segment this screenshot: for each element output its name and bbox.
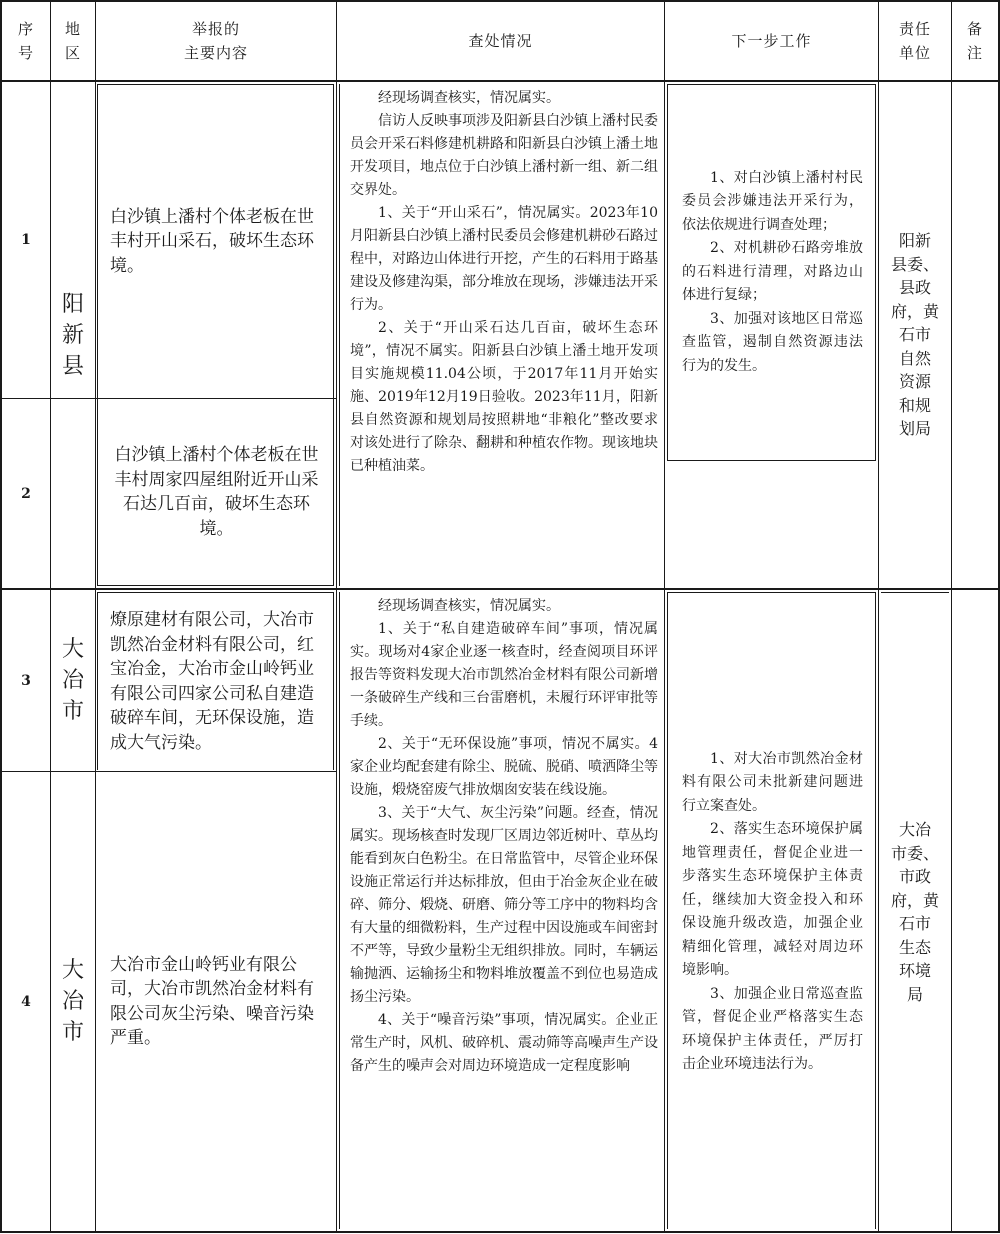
col-rule-4 [664, 0, 665, 1233]
group2-next-steps [668, 593, 875, 1231]
row2-seq: 2 [21, 485, 31, 502]
row2-complaint: 白沙镇上潘村个体老板在世丰村周家四屋组附近开山采石达几百亩，破坏生态环境。 [114, 445, 319, 539]
row4-seq: 4 [21, 993, 31, 1010]
situation-paragraph: 2、关于“开山采石达几百亩，破坏生态环境”，情况不属实。阳新县白沙镇上潘土地开发项目实施规模11.04公顷，于2017年11月开始实施、2019年12月19日验收。2023年11月，阳新县自然资源和规划局按照耕地“非粮化”整改要求对该处进行了除杂、翻耕和种植农作物。现该地块已种植油菜。 [350, 320, 658, 474]
table-border-bottom [0, 1231, 1000, 1233]
group2-responsible: 大冶 市委、 市政 府，黄 石市 生态 环境 局 [890, 820, 939, 1004]
header-responsible: 责任 单位 [898, 20, 931, 62]
next-step-item: 2、落实生态环境保护属地管理责任，督促企业进一步落实生态环境保护主体责任，继续加大资金投入和环保设施升级改造，加强企业精细化管理，减轻对周边环境影响。 [682, 821, 863, 978]
header-situation: 查处情况 [468, 32, 533, 50]
situation-paragraph: 4、关于“噪音污染”事项，情况属实。企业正常生产时，风机、破碎机、震动筛等高噪声生产设备产生的噪声会对周边环境造成一定程度影响 [350, 1012, 658, 1074]
col-rule-2 [95, 0, 96, 1233]
situation-paragraph: 经现场调查核实，情况属实。 [378, 598, 560, 614]
row3-region: 大 冶 市 [61, 637, 84, 724]
g1-complaint-box-bottom [97, 585, 334, 586]
g2-complaint-box-right [333, 592, 334, 770]
next-step-item: 2、对机耕砂石路旁堆放的石料进行清理，对路边山体进行复绿； [682, 240, 863, 304]
group1-next-steps [668, 85, 875, 460]
situation-paragraph: 经现场调查核实，情况属实。 [378, 90, 560, 106]
next-step-item: 3、加强对该地区日常巡查监管，遏制自然资源违法行为的发生。 [682, 310, 863, 374]
g2-next-box-right [875, 592, 876, 1229]
header-remarks: 备 注 [966, 20, 983, 62]
group1-region: 阳 新 县 [61, 291, 84, 379]
next-step-item: 1、对白沙镇上潘村村民委员会涉嫌违法开采行为，依法依规进行调查处理； [682, 169, 863, 233]
row3-complaint: 燎原建材有限公司，大冶市凯然冶金材料有限公司，红宝冶金，大冶市金山岭钙业有限公司四家公司私自建造破碎车间，无环保设施，造成大气污染。 [110, 610, 314, 753]
group1-responsible: 阳新 县委、 县政 府，黄 石市 自然 资源 和规 划局 [890, 231, 939, 439]
group1-remarks [952, 82, 998, 588]
header-complaint: 举报的 主要内容 [183, 20, 248, 62]
group2-remarks [952, 590, 998, 1231]
next-step-item: 3、加强企业日常巡查监管，督促企业严格落实生态环境保护主体责任，严厉打击企业环境违法行为。 [682, 985, 863, 1072]
header-seq: 序 号 [17, 20, 34, 62]
row4-complaint: 大冶市金山岭钙业有限公司，大冶市凯然冶金材料有限公司灰尘污染、噪音污染严重。 [110, 954, 314, 1048]
g1-complaint-box-right [333, 84, 334, 586]
situation-paragraph: 信访人反映事项涉及阳新县白沙镇上潘村民委员会开采石料修建机耕路和阳新县白沙镇上潘土地开发项目，地点位于白沙镇上潘村新一组、新二组交界处。 [350, 113, 658, 198]
row1-complaint: 白沙镇上潘村个体老板在世丰村开山采石，破坏生态环境。 [110, 206, 314, 276]
col-rule-3 [336, 0, 337, 1233]
next-step-item: 1、对大冶市凯然冶金材料有限公司未批新建问题进行立案查处。 [682, 750, 863, 814]
g1-next-box-bottom [667, 460, 876, 461]
situation-paragraph: 2、关于“无环保设施”事项，情况不属实。4家企业均配套建有除尘、脱硫、脱硝、喷洒降尘等设施，煅烧窑废气排放烟囱安装在线设施。 [350, 736, 658, 798]
group-divider-rule [0, 588, 1000, 590]
header-region: 地 区 [64, 20, 81, 62]
group2-situation [340, 595, 664, 1231]
row1-seq: 1 [21, 232, 31, 248]
group1-situation [340, 87, 664, 586]
row3-seq: 3 [21, 672, 31, 689]
g1-next-box-right [875, 84, 876, 460]
situation-paragraph: 3、关于“大气、灰尘污染”问题。经查，情况属实。现场核查时发现厂区周边邻近树叶、草丛均能看到灰白色粉尘。在日常监管中，尽管企业环保设施正常运行并达标排放，但由于冶金灰企业在破碎、筛分、煅烧、研磨、筛分等工序中的物料均含有大量的细微粉料，生产过程中因设施或车间密封不严等，导致少量粉尘无组织排放。同时，车辆运输抛洒、运输扬尘和物料堆放覆盖不到位也易造成扬尘污染。 [350, 805, 658, 1005]
header-next-steps: 下一步工作 [731, 32, 812, 50]
situation-paragraph: 1、关于“私自建造破碎车间”事项，情况属实。现场对4家企业逐一核查时，经查阅项目环评报告等资料发现大冶市凯然冶金材料有限公司新增一条破碎生产线和三台雷磨机，未履行环评审批等手续。 [350, 621, 658, 729]
situation-paragraph: 1、关于“开山采石”，情况属实。2023年10月阳新县白沙镇上潘村民委员会修建机耕砂石路过程中，对路边山体进行开挖，产生的石料用于路基建设及修建沟渠，部分堆放在现场，涉嫌违法开采行为。 [350, 205, 658, 313]
row4-region: 大 冶 市 [61, 958, 84, 1045]
header-bottom-rule [0, 80, 1000, 82]
